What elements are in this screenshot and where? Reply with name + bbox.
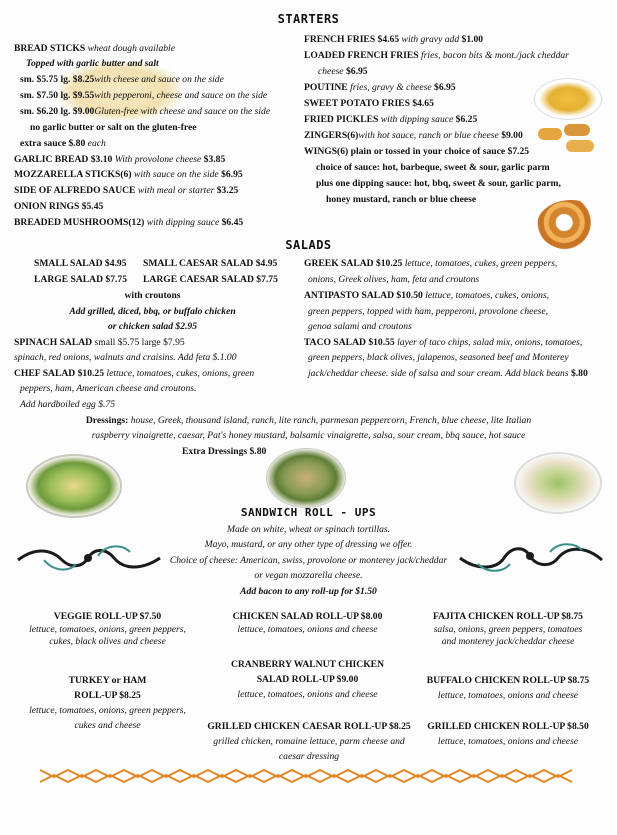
antipasto-desc1: lettuce, tomatoes, cukes, onions, [422,290,550,301]
starter-line [316,162,550,174]
starter-line [304,98,434,110]
taco-desc2: green peppers, black olives, jalapenos, seasoned beef and Monterey [308,352,569,363]
starter-text: $6.95 [345,66,368,77]
starters-heading: STARTERS [277,12,340,26]
rollup-fajita-chicken [408,611,608,649]
starter-line [304,130,523,142]
rollup-desc: lettuce, tomatoes, onions and cheese [437,736,579,747]
starter-text: wheat dough available [85,43,175,54]
starter-text: POUTINE [304,82,348,93]
starter-line [20,106,270,118]
starter-text: BREADED MUSHROOMS(12) [14,217,145,228]
spinach-desc: spinach, red onions, walnuts and craisins. Add feta $.1.00 [14,352,237,363]
starter-text: choice of sauce: hot, barbeque, sweet & sour, garlic parm [316,162,550,173]
rollup-cranberry-walnut [210,657,405,702]
greek-desc1: lettuce, tomatoes, cukes, green peppers, [402,258,558,269]
chef-desc2: peppers, ham, American cheese and croutons. [20,383,197,394]
taco-salad [304,337,582,349]
starter-text: fries, gravy & cheese [347,82,435,93]
starter-line [304,114,477,126]
starter-text: plus one dipping sauce: hot, bbq, sweet & sour, garlic parm, [316,178,561,189]
dressings-label: Dressings: [85,415,129,426]
salads-heading: SALADS [285,238,332,252]
starter-text: $9.00 [501,130,523,141]
starter-line [14,201,103,213]
starter-line [26,58,159,70]
rollup-title-2: ROLL-UP $8.25 [74,690,141,701]
rollups-heading: SANDWICH ROLL - UPS [240,506,377,519]
rollup-desc: lettuce, tomatoes, onions and cheese [237,623,378,635]
rollup-desc: cukes, black olives and cheese [49,636,166,648]
rollup-title: CRANBERRY WALNUT CHICKEN [230,659,384,670]
starter-text: $6.95 [221,169,243,180]
starter-line [316,178,561,190]
starter-text: ONION RINGS $5.45 [14,201,104,212]
starter-line [326,194,476,206]
starter-text: fries, bacon bits & mont./jack cheddar [418,50,569,61]
zingers-photo [536,124,600,160]
rollup-title: FAJITA CHICKEN ROLL-UP $8.75 [433,611,583,622]
starter-text: FRENCH FRIES $4.65 [304,34,400,45]
starter-text: $3.25 [216,185,239,196]
rollup-title: BUFFALO CHICKEN ROLL-UP $8.75 [426,675,590,686]
large-caesar-salad: LARGE CAESAR SALAD $7.75 [143,274,278,285]
antipasto-desc3: genoa salami and croutons [308,321,412,332]
starter-line [318,66,368,78]
starter-text: extra sauce $.80 [20,138,86,149]
starter-text: WINGS(6) plain or tossed in your choice of sauce $7.25 [304,146,530,157]
taco-desc3-text: jack/cheddar cheese. side of salsa and sour cream. Add black beans [308,368,571,379]
starter-line [304,146,529,158]
starter-text: with meal or starter [135,185,217,196]
rollup-title: GRILLED CHICKEN ROLL-UP $8.50 [427,721,589,732]
with-croutons: with croutons [124,290,181,301]
greek-desc2: onions, Greek olives, ham, feta and croutons [308,274,480,285]
ornament-right [458,538,606,580]
starter-line [304,82,456,94]
ornament-left [14,538,164,580]
rollup-desc: lettuce, tomatoes, onions and cheese [437,690,579,701]
starter-line [20,90,267,102]
rollup-desc: and monterey jack/cheddar cheese [441,636,575,648]
starter-line [14,43,175,55]
dressings-list-1: house, Greek, thousand island, ranch, lite ranch, parmesan peppercorn, French, blue cheese, lite Italian [128,415,532,426]
large-salad: LARGE SALAD $7.75 [34,274,128,285]
starter-text: honey mustard, ranch or blue cheese [326,194,477,205]
rollup-desc: cukes and cheese [74,720,141,731]
starter-text: SWEET POTATO FRIES $4.65 [304,98,434,109]
chef-salad [14,368,254,380]
starter-text: FRIED PICKLES [304,114,379,125]
starter-text: $6.25 [455,114,478,125]
greek-salad [304,258,557,270]
starter-text: with dipping sauce [378,114,456,125]
starter-text: sm. $7.50 lg. $9.55 [20,90,95,101]
starter-text: no garlic butter or salt on the gluten-free [30,122,197,133]
rollup-title: VEGGIE ROLL-UP $7.50 [53,611,162,622]
starter-text: with dipping sauce [144,217,222,228]
taco-desc3 [308,368,588,380]
antipasto-salad [304,290,549,302]
starter-line [20,74,224,86]
chef-egg: Add hardboiled egg $.75 [20,399,116,410]
starter-line [14,217,243,229]
starter-text: cheese [318,66,346,77]
extra-dressings: Extra Dressings $.80 [182,446,267,457]
starter-text: Gluten-free with cheese and sauce on the side [94,106,271,117]
starter-line [304,50,569,62]
starter-text: sm. $6.20 lg. $9.00 [20,106,95,117]
rollup-desc: lettuce, tomatoes, onions, green peppers, [29,705,186,716]
starter-text: with hot sauce, ranch or blue cheese [358,130,502,141]
rollup-title: TURKEY or HAM [68,675,147,686]
taco-desc1: layer of taco chips, salad mix, onions, tomatoes, [394,337,583,348]
rollups-intro3: Choice of cheese: American, swiss, provolone or monterey jack/cheddar [169,555,448,566]
small-salad: SMALL SALAD $4.95 [34,258,127,269]
starter-line [14,185,238,197]
rollups-intro1: Made on white, wheat or spinach tortillas. [226,524,391,535]
starter-text: GARLIC BREAD $3.10 [14,154,113,165]
starter-line [30,122,197,134]
salad-photo-center [266,448,346,508]
rollups-intro4: or vegan mozzarella cheese. [254,570,363,581]
small-caesar-salad: SMALL CAESAR SALAD $4.95 [143,258,278,269]
starter-line [304,34,483,46]
rollup-title: GRILLED CHICKEN CAESAR ROLL-UP $8.25 [207,721,411,732]
rollup-buffalo-chicken [408,673,608,703]
dressings-line1 [0,415,617,427]
chef-desc1: lettuce, tomatoes, cukes, onions, green [104,368,255,379]
rollup-veggie [10,611,205,649]
starter-text: ZINGERS(6) [304,130,359,141]
rollup-desc: lettuce, tomatoes, onions, green peppers, [29,623,186,635]
starter-text: Topped with garlic butter and salt [26,58,159,69]
starter-text: SIDE OF ALFREDO SAUCE [14,185,136,196]
salad-photo-right [514,452,602,514]
taco-beans-price: $.80 [570,368,588,379]
starter-text: with sauce on the side [131,169,222,180]
rollup-chicken-salad [210,611,405,636]
starter-text: $6.45 [221,217,244,228]
rollups-bacon: Add bacon to any roll-up for $1.50 [240,586,377,597]
rollup-title: CHICKEN SALAD ROLL-UP $8.00 [232,611,383,622]
add-chicken-line1: Add grilled, diced, bbq, or buffalo chicken [69,306,236,317]
starter-text: sm. $5.75 lg. $8.25 [20,74,95,85]
rollup-turkey-ham [10,673,205,733]
spinach-salad [14,337,185,349]
rollup-grilled-chicken-caesar [196,719,422,764]
starter-text: MOZZARELLA STICKS(6) [14,169,132,180]
starter-text: LOADED FRENCH FRIES [304,50,419,61]
zigzag-border [40,768,580,784]
rollup-desc: lettuce, tomatoes, onions and cheese [237,689,378,700]
fries-photo [534,78,602,120]
rollup-desc: salsa, onions, green peppers, tomatoes [433,623,583,635]
chef-name: CHEF SALAD $10.25 [14,368,104,379]
spinach-name: SPINACH SALAD [14,337,93,348]
starter-text: $3.85 [203,154,226,165]
spinach-sizes: small $5.75 large $7.95 [92,337,185,348]
starter-text: each [85,138,106,149]
starter-text: with gravy add [399,34,462,45]
starter-text: with cheese and sauce on the side [94,74,224,85]
starter-text: $6.95 [434,82,456,93]
antipasto-name: ANTIPASTO SALAD $10.50 [304,290,423,301]
starter-text: with pepperoni, cheese and sauce on the side [94,90,268,101]
rollup-grilled-chicken [408,719,608,749]
rollup-desc: grilled chicken, romaine lettuce, parm cheese and [213,736,405,747]
greek-name: GREEK SALAD $10.25 [304,258,403,269]
rollup-desc: caesar dressing [278,751,340,762]
starter-text: $1.00 [461,34,484,45]
starter-text: With provolone cheese [112,154,204,165]
antipasto-desc2: green peppers, topped with ham, pepperoni, provolone cheese, [308,306,549,317]
rollups-intro2: Mayo, mustard, or any other type of dressing we offer. [204,539,413,550]
taco-name: TACO SALAD $10.55 [304,337,395,348]
dressings-line2: raspberry vinaigrette, caesar, Pat's honey mustard, balsamic vinaigrette, salsa, sour cream, bbq sauce, hot sauce [91,430,526,441]
rollup-title-2: SALAD ROLL-UP $9.00 [256,674,359,685]
starter-line [14,154,225,166]
add-chicken-line2: or chicken salad $2.95 [107,321,197,332]
starter-line [14,169,243,181]
starter-line [20,138,106,150]
starter-text: BREAD STICKS [14,43,86,54]
